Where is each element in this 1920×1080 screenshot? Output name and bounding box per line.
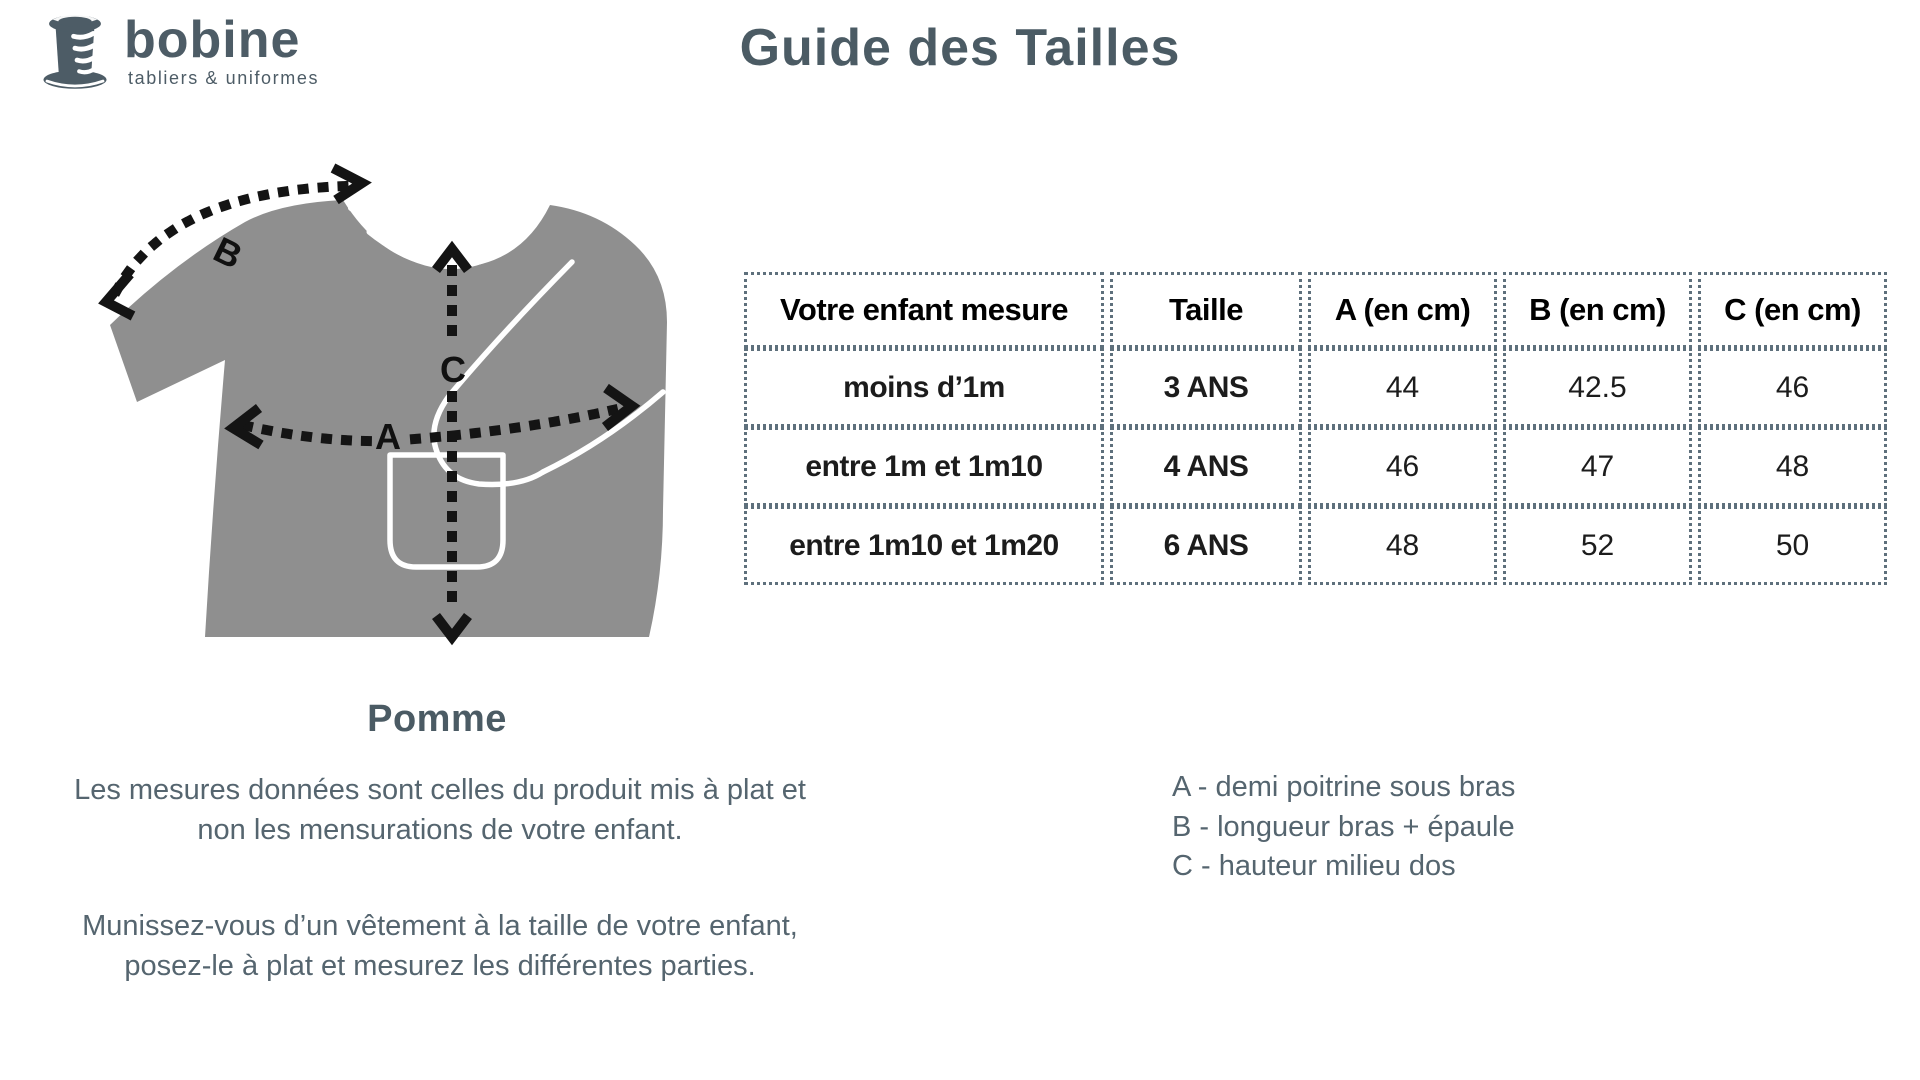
product-name: Pomme [367, 698, 507, 740]
legend-item-b: B - longueur bras + épaule [1172, 810, 1515, 843]
table-row [744, 506, 1887, 585]
cell-c: 46 [1698, 348, 1887, 427]
cell-mesure: entre 1m et 1m10 [744, 427, 1104, 506]
measurement-notes [30, 770, 850, 986]
header-c-cm: C (en cm) [1698, 272, 1887, 348]
note-line: Les mesures données sont celles du produit mis à plat et [74, 774, 806, 806]
header-b-cm: B (en cm) [1503, 272, 1692, 348]
legend-item-c: C - hauteur milieu dos [1172, 850, 1456, 882]
cell-b: 47 [1503, 427, 1692, 506]
cell-mesure: moins d’1m [744, 348, 1104, 427]
cell-taille: 3 ANS [1110, 348, 1302, 427]
smock-illustration [75, 150, 675, 650]
measurement-legend [1172, 768, 1515, 887]
table-row [744, 348, 1887, 427]
cell-a: 44 [1308, 348, 1497, 427]
cell-c: 50 [1698, 506, 1887, 585]
size-table-header-row [744, 272, 1887, 348]
cell-b: 42.5 [1503, 348, 1692, 427]
cell-a: 48 [1308, 506, 1497, 585]
diagram-label-c: C [440, 349, 466, 390]
brand-name: bobine [124, 11, 301, 69]
note-paragraph [30, 770, 850, 850]
header-votre-enfant-mesure: Votre enfant mesure [744, 272, 1104, 348]
diagram-label-b: B [207, 228, 249, 277]
note-paragraph [30, 906, 850, 986]
cell-taille: 6 ANS [1110, 506, 1302, 585]
diagram-label-a: A [375, 416, 401, 457]
size-table [738, 272, 1893, 585]
note-line: posez-le à plat et mesurez les différentes parties. [124, 950, 756, 982]
table-row [744, 427, 1887, 506]
header-taille: Taille [1110, 272, 1302, 348]
cell-a: 46 [1308, 427, 1497, 506]
brand-tagline: tabliers & uniformes [128, 68, 320, 88]
header-a-cm: A (en cm) [1308, 272, 1497, 348]
note-line: non les mensurations de votre enfant. [197, 814, 683, 846]
cell-taille: 4 ANS [1110, 427, 1302, 506]
cell-mesure: entre 1m10 et 1m20 [744, 506, 1104, 585]
note-line: Munissez-vous d’un vêtement à la taille de votre enfant, [82, 910, 798, 942]
page-title: Guide des Tailles [739, 19, 1181, 77]
cell-b: 52 [1503, 506, 1692, 585]
legend-item-a: A - demi poitrine sous bras [1172, 771, 1516, 803]
cell-c: 48 [1698, 427, 1887, 506]
